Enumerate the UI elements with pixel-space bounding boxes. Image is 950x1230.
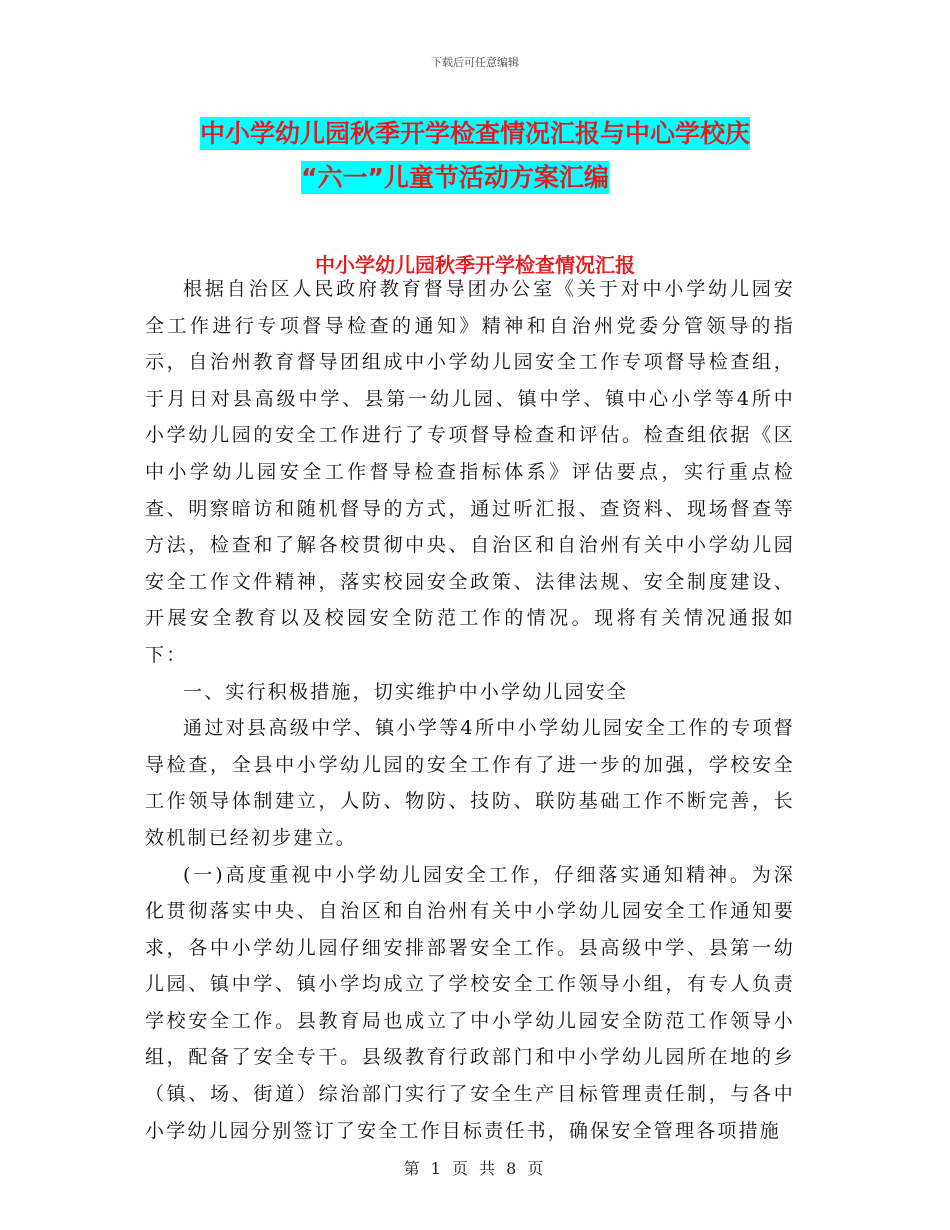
document-body — [145, 271, 795, 1149]
body-paragraph: 根据自治区人民政府教育督导团办公室《关于对中小学幼儿园安全工作进行专项督导检查的通知》精神和自治州党委分管领导的指示，自治州教育督导团组成中小学幼儿园安全工作专项督导检查组，于月日对县高级中学、县第一幼儿园、镇中学、镇中心小学等4所中小学幼儿园的安全工作进行了专项督导检查和评估。检查组依据《区中小学幼儿园安全工作督导检查指标体系》评估要点，实行重点检查、明察暗访和随机督导的方式，通过听汇报、查资料、现场督查等方法，检查和了解各校贯彻中央、自治区和自治州有关中小学幼儿园安全工作文件精神，落实校园安全政策、法律法规、安全制度建设、开展安全教育以及校园安全防范工作的情况。现将有关情况通报如下： — [145, 278, 795, 666]
document-title-line-2 — [0, 158, 930, 194]
body-paragraph: 一、实行积极措施，切实维护中小学幼儿园安全 — [183, 680, 629, 703]
document-title-line-1 — [0, 114, 950, 150]
body-paragraph: (一)高度重视中小学幼儿园安全工作，仔细落实通知精神。为深化贯彻落实中央、自治区和自治州有关中小学幼儿园安全工作通知要求，各中小学幼儿园仔细安排部署安全工作。县高级中学、县第一幼儿园、镇中学、镇小学均成立了学校安全工作领导小组，有专人负责学校安全工作。县教育局也成立了中小学幼儿园安全防范工作领导小组，配备了安全专干。县级教育行政部门和中小学幼儿园所在地的乡（镇、场、街道）综治部门实行了安全生产目标管理责任制，与各中小学幼儿园分别签订了安全工作目标责任书，确保安全管理各项措施 — [145, 863, 795, 1142]
page-header-note: 下载后可任意编辑 — [431, 56, 519, 69]
section-title: 中小学幼儿园秋季开学检查情况汇报 — [315, 253, 635, 277]
body-paragraph: 通过对县高级中学、镇小学等4所中小学幼儿园安全工作的专项督导检查，全县中小学幼儿园的安全工作有了进一步的加强，学校安全工作领导体制建立，人防、物防、技防、联防基础工作不断完善，长效机制已经初步建立。 — [145, 717, 795, 849]
document-title-text-1: 中小学幼儿园秋季开学检查情况汇报与中心学校庆 — [199, 119, 750, 148]
page-number-footer: 第 1 页 共 8 页 — [403, 1159, 547, 1178]
document-title-text-2: “六一”儿童节活动方案汇编 — [301, 163, 609, 192]
